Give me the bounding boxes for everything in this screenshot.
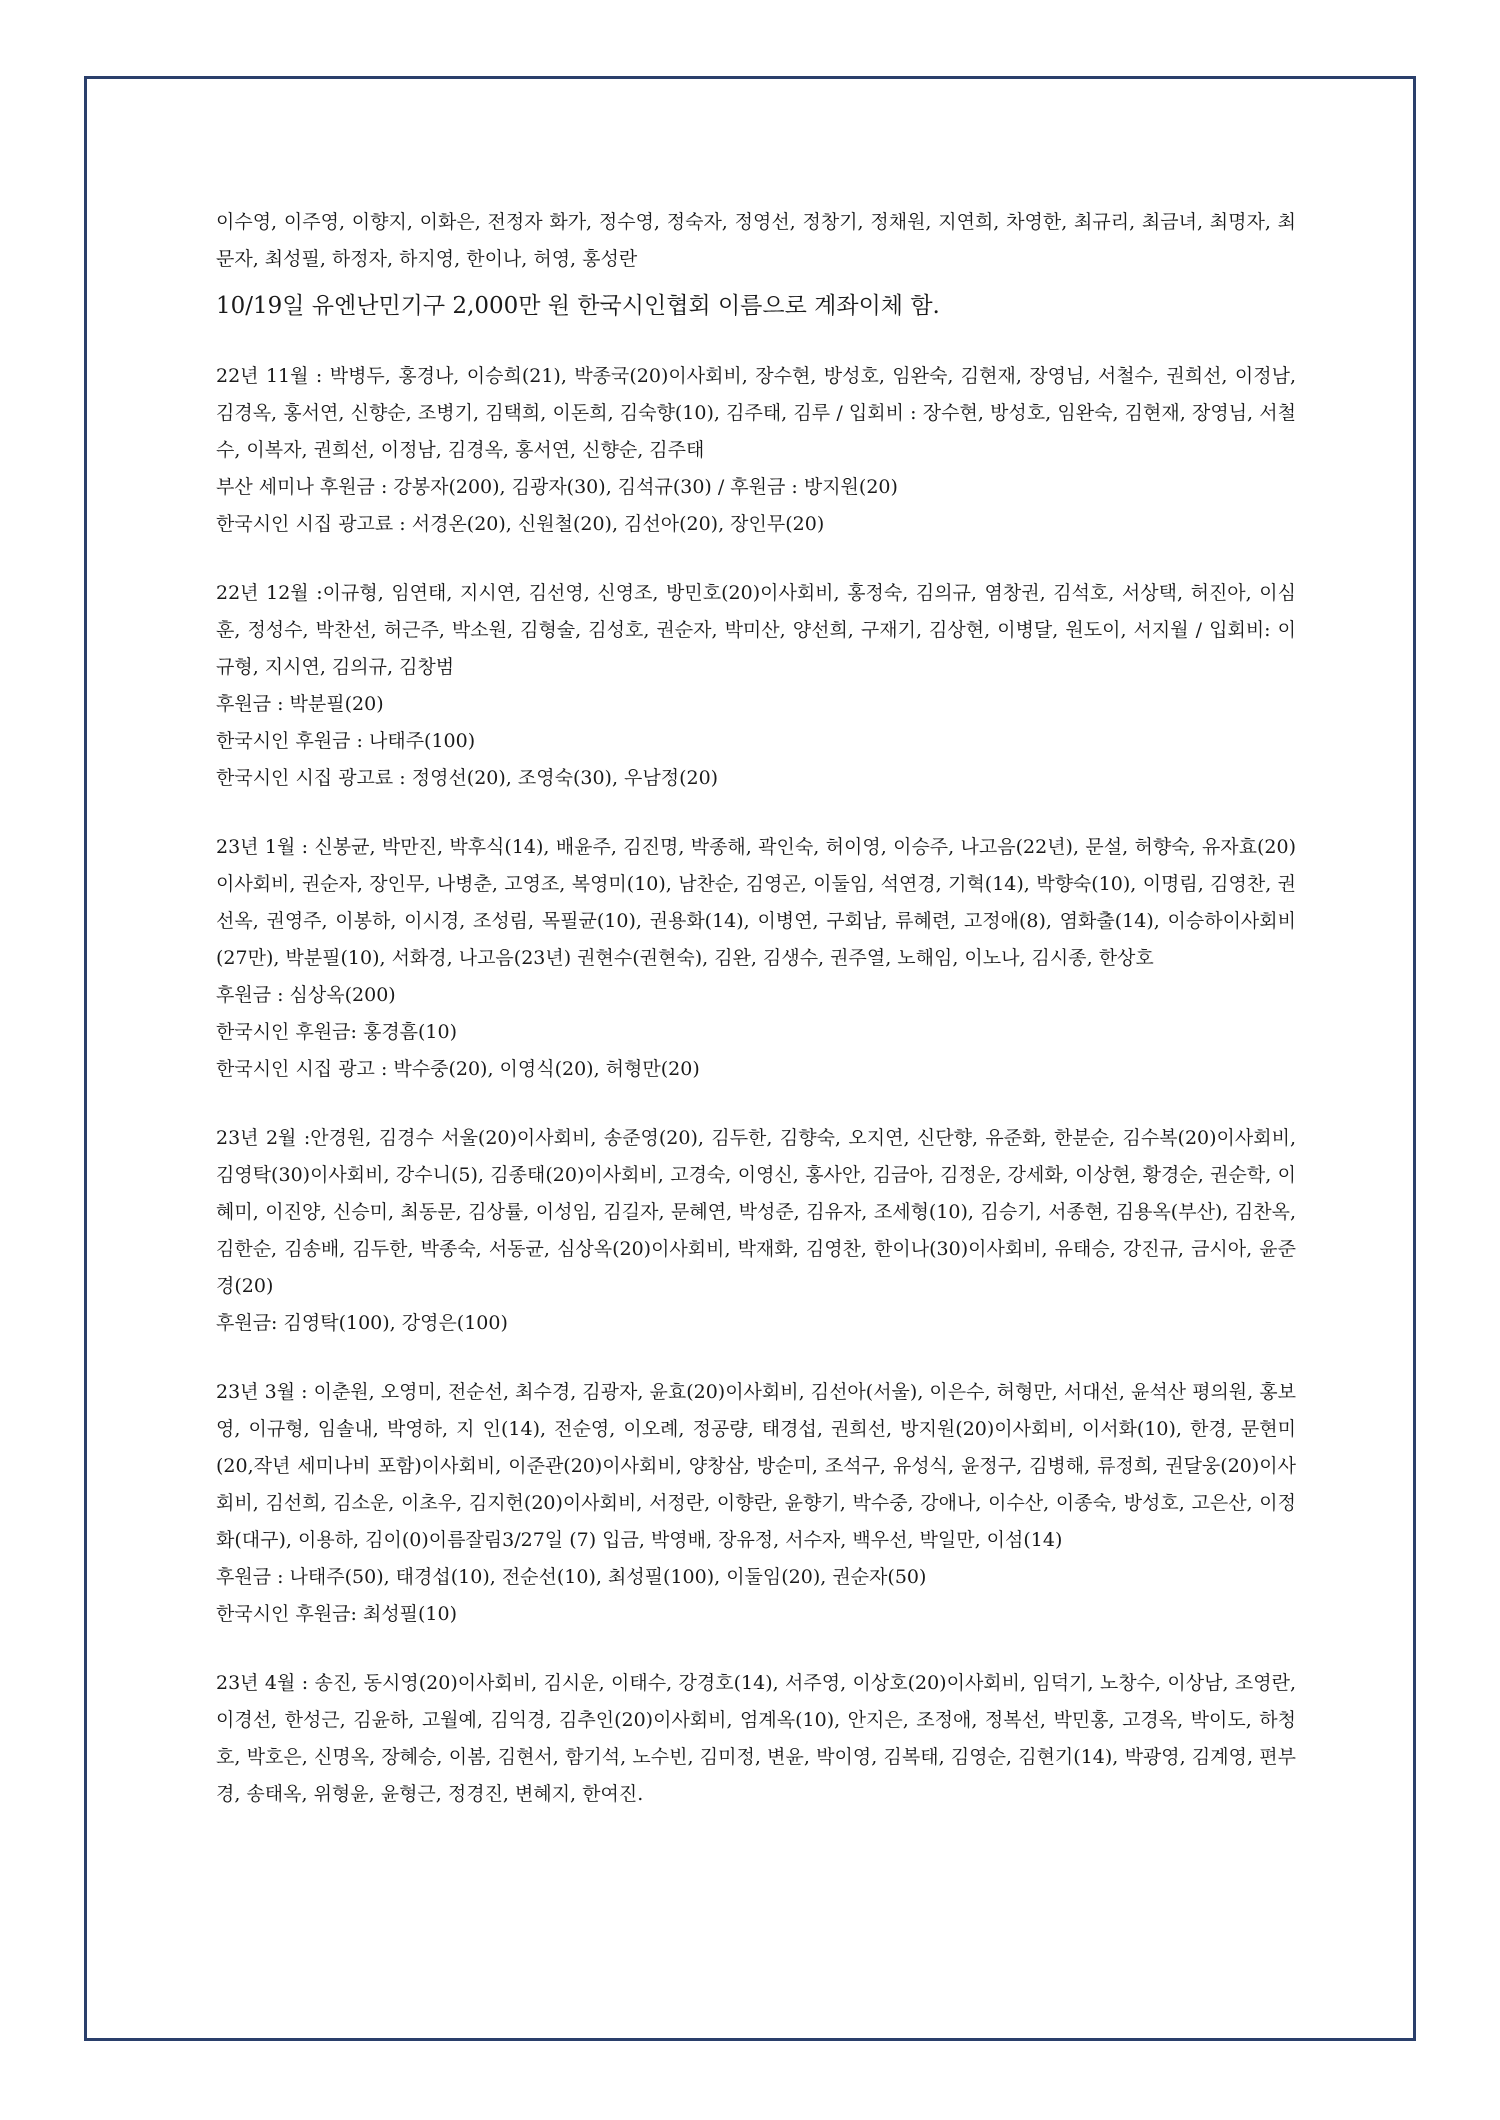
section-body: 23년 2월 :안경원, 김경수 서울(20)이사회비, 송준영(20), 김두한, 김향숙, 오지연, 신단향, 유준화, 한분순, 김수복(20)이사회비, 김영탁(30)이사회비, 강수니(5), 김종태(20)이사회비, 고경숙, 이영신, 홍사안, 김금아, 김정운, 강세화, 이상현, 황경순, 권순학, 이혜미, 이진양, 신승미, 최동문, 김상률, 이성임, 김길자, 문혜연, 박성준, 김유자, 조세형(10), 김승기, 서종현, 김용옥(부산), 김찬옥, 김한순, 김송배, 김두한, 박종숙, 서동균, 심상옥(20)이사회비, 박재화, 김영찬, 한이나(30)이사회비, 유태승, 강진규, 금시아, 윤준경(20) <box>216 1127 1303 1297</box>
donation-notice: 10/19일 유엔난민기구 2,000만 원 한국시인협회 이름으로 계좌이체 함. <box>216 293 940 319</box>
section-body: 22년 11월 : 박병두, 홍경나, 이승희(21), 박종국(20)이사회비, 장수현, 방성호, 임완숙, 김현재, 장영님, 서철수, 권희선, 이정남, 김경옥, 홍서연, 신향순, 조병기, 김택희, 이돈희, 김숙향(10), 김주태, 김루 / 입회비 : 장수현, 방성호, 임완숙, 김현재, 장영님, 서철수, 이복자, 권희선, 이정남, 김경옥, 홍서연, 신향순, 김주태 <box>216 365 1303 461</box>
section-2023-02 <box>216 1120 1303 1342</box>
section-line: 한국시인 후원금 : 나태주(100) <box>216 730 476 752</box>
section-body: 23년 1월 : 신봉균, 박만진, 박후식(14), 배윤주, 김진명, 박종해, 곽인숙, 허이영, 이승주, 나고음(22년), 문설, 허향숙, 유자효(20)이사회비, 권순자, 장인무, 나병춘, 고영조, 복영미(10), 남찬순, 김영곤, 이둘임, 석연경, 기혁(14), 박향숙(10), 이명림, 김영찬, 권선옥, 권영주, 이봉하, 이시경, 조성림, 목필균(10), 권용화(14), 이병연, 구회남, 류혜련, 고정애(8), 염화출(14), 이승하이사회비(27만), 박분필(10), 서화경, 나고음(23년) 권현수(권현숙), 김완, 김생수, 권주열, 노해임, 이노나, 김시종, 한상호 <box>216 836 1296 969</box>
section-line: 한국시인 시집 광고료 : 정영선(20), 조영숙(30), 우남정(20) <box>216 767 719 789</box>
section-line: 후원금 : 심상옥(200) <box>216 984 396 1006</box>
section-2023-04 <box>216 1665 1303 1813</box>
section-line: 한국시인 후원금: 홍경흠(10) <box>216 1021 458 1043</box>
section-body: 23년 3월 : 이춘원, 오영미, 전순선, 최수경, 김광자, 윤효(20)이사회비, 김선아(서울), 이은수, 허형만, 서대선, 윤석산 평의원, 홍보영, 이규형, 임솔내, 박영하, 지 인(14), 전순영, 이오례, 정공량, 태경섭, 권희선, 방지원(20)이사회비, 이서화(10), 한경, 문현미(20,작년 세미나비 포함)이사회비, 이준관(20)이사회비, 양창삼, 방순미, 조석구, 유성식, 윤정구, 김병해, 류정희, 권달웅(20)이사회비, 김선희, 김소운, 이초우, 김지헌(20)이사회비, 서정란, 이향란, 윤향기, 박수중, 강애나, 이수산, 이종숙, 방성호, 고은산, 이정화(대구), 이용하, 김이(0)이름잘림3/27일 (7) 입금, 박영배, 장유정, 서수자, 백우선, 박일만, 이섬(14) <box>216 1381 1296 1551</box>
document-body <box>216 204 1303 1813</box>
section-line: 한국시인 후원금: 최성필(10) <box>216 1603 458 1625</box>
intro-member-list: 이수영, 이주영, 이향지, 이화은, 전정자 화가, 정수영, 정숙자, 정영선, 정창기, 정채원, 지연희, 차영한, 최규리, 최금녀, 최명자, 최문자, 최성필, 하정자, 하지영, 한이나, 허영, 홍성란 <box>216 211 1296 270</box>
section-2023-03 <box>216 1374 1296 1633</box>
section-line: 후원금 : 나태주(50), 태경섭(10), 전순선(10), 최성필(100), 이둘임(20), 권순자(50) <box>216 1566 927 1588</box>
section-line: 부산 세미나 후원금 : 강봉자(200), 김광자(30), 김석규(30) / 후원금 : 방지원(20) <box>216 476 898 498</box>
section-body: 23년 4월 : 송진, 동시영(20)이사회비, 김시운, 이태수, 강경호(14), 서주영, 이상호(20)이사회비, 임덕기, 노창수, 이상남, 조영란, 이경선, 한성근, 김윤하, 고월예, 김익경, 김추인(20)이사회비, 엄계옥(10), 안지은, 조정애, 정복선, 박민홍, 고경옥, 박이도, 하청호, 박호은, 신명옥, 장혜승, 이봄, 김현서, 함기석, 노수빈, 김미정, 변윤, 박이영, 김복태, 김영순, 김현기(14), 박광영, 김계영, 편부경, 송태옥, 위형윤, 윤형근, 정경진, 변혜지, 한여진. <box>216 1672 1303 1805</box>
section-2023-01 <box>216 829 1296 1088</box>
section-line: 한국시인 시집 광고 : 박수중(20), 이영식(20), 허형만(20) <box>216 1058 700 1080</box>
section-line: 후원금 : 박분필(20) <box>216 693 384 715</box>
section-body: 22년 12월 :이규형, 임연태, 지시연, 김선영, 신영조, 방민호(20)이사회비, 홍정숙, 김의규, 염창권, 김석호, 서상택, 허진아, 이심훈, 정성수, 박찬선, 허근주, 박소원, 김형술, 김성호, 권순자, 박미산, 양선희, 구재기, 김상현, 이병달, 원도이, 서지월 / 입회비: 이규형, 지시연, 김의규, 김창범 <box>216 582 1296 678</box>
section-2022-12 <box>216 575 1296 797</box>
section-line: 후원금: 김영탁(100), 강영은(100) <box>216 1312 508 1334</box>
section-2022-11 <box>216 358 1303 543</box>
section-line: 한국시인 시집 광고료 : 서경온(20), 신원철(20), 김선아(20), 장인무(20) <box>216 513 825 535</box>
